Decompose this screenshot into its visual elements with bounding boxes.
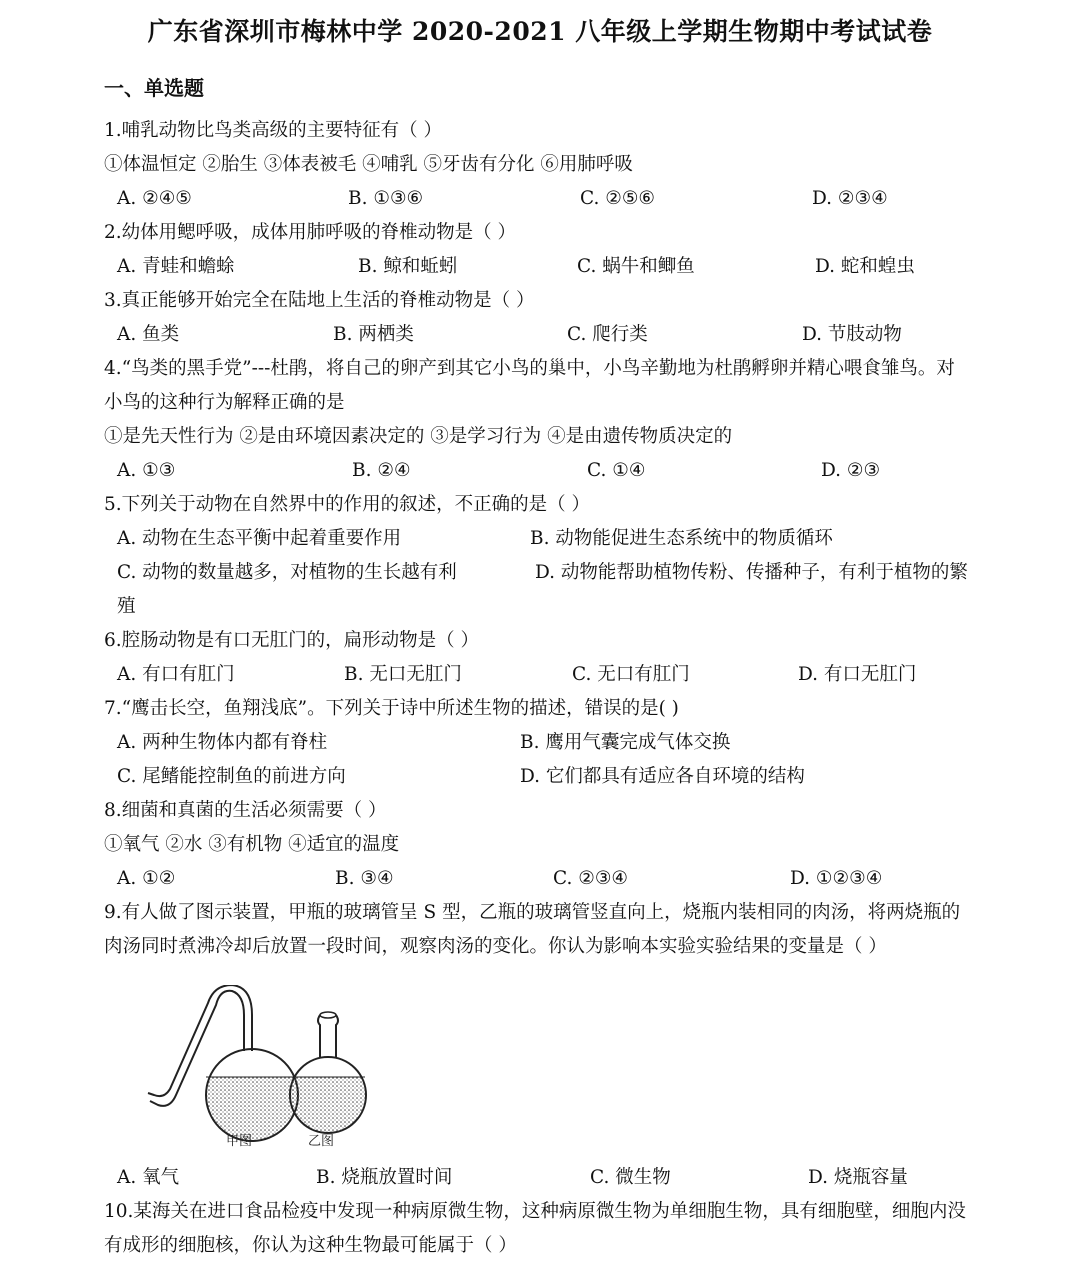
q5-option-c: C. 动物的数量越多，对植物的生长越有利 — [117, 562, 457, 583]
q3-option-a: A. 鱼类 — [117, 324, 180, 345]
q2-option-d: D. 蛇和蝗虫 — [815, 256, 915, 277]
flask-jia — [148, 985, 298, 1147]
q8-option-b: B. ③④ — [335, 868, 394, 889]
question-1-stem: 1.哺乳动物比鸟类高级的主要特征有（ ） — [104, 120, 443, 141]
question-10-stem-line2: 有成形的细胞核，你认为这种生物最可能属于（ ） — [104, 1235, 517, 1256]
q2-option-c: C. 蜗牛和鲫鱼 — [577, 256, 695, 277]
q8-option-c: C. ②③④ — [553, 868, 629, 889]
q8-option-a: A. ①② — [117, 868, 176, 889]
q4-option-d: D. ②③ — [821, 460, 881, 481]
figure-label-yi: 乙图 — [308, 1134, 335, 1149]
flask-diagram — [140, 985, 370, 1150]
q1-option-a: A. ②④⑤ — [117, 188, 192, 209]
q9-option-a: A. 氧气 — [117, 1167, 180, 1188]
q3-option-b: B. 两栖类 — [333, 324, 414, 345]
q4-option-c: C. ①④ — [587, 460, 646, 481]
q5-option-d: D. 动物能帮助植物传粉、传播种子，有利于植物的繁 — [535, 562, 968, 583]
flask-yi — [290, 1012, 366, 1137]
section-heading: 一、单选题 — [104, 76, 204, 100]
q7-option-a: A. 两种生物体内都有脊柱 — [117, 732, 328, 753]
question-3-stem: 3.真正能够开始完全在陆地上生活的脊椎动物是（ ） — [104, 290, 535, 311]
q9-option-c: C. 微生物 — [590, 1167, 671, 1188]
q6-option-d: D. 有口无肛门 — [798, 664, 917, 685]
question-4-stem-line2: 小鸟的这种行为解释正确的是 — [104, 392, 345, 413]
question-8-stem: 8.细菌和真菌的生活必须需要（ ） — [104, 800, 387, 821]
q5-option-b: B. 动物能促进生态系统中的物质循环 — [530, 528, 833, 549]
question-9-stem-line2: 肉汤同时煮沸冷却后放置一段时间，观察肉汤的变化。你认为影响本实验实验结果的变量是（ ） — [104, 936, 887, 957]
q7-option-c: C. 尾鳍能控制鱼的前进方向 — [117, 766, 346, 787]
q7-option-b: B. 鹰用气囊完成气体交换 — [520, 732, 731, 753]
q9-option-b: B. 烧瓶放置时间 — [316, 1167, 453, 1188]
question-5-stem: 5.下列关于动物在自然界中的作用的叙述，不正确的是（ ） — [104, 494, 591, 515]
question-8-items: ①氧气 ②水 ③有机物 ④适宜的温度 — [104, 834, 400, 855]
question-10-stem-line1: 10.某海关在进口食品检疫中发现一种病原微生物，这种病原微生物为单细胞生物，具有细胞壁，细胞内没 — [104, 1201, 966, 1222]
question-6-stem: 6.腔肠动物是有口无肛门的，扁形动物是（ ） — [104, 630, 480, 651]
q1-option-c: C. ②⑤⑥ — [580, 188, 656, 209]
q4-option-a: A. ①③ — [117, 460, 176, 481]
question-9-stem-line1: 9.有人做了图示装置，甲瓶的玻璃管呈 S 型，乙瓶的玻璃管竖直向上，烧瓶内装相同的肉汤，将两烧瓶的 — [104, 902, 961, 923]
q3-option-c: C. 爬行类 — [567, 324, 648, 345]
figure-label-jia: 甲图 — [226, 1134, 253, 1149]
flask-experiment-figure — [140, 985, 370, 1150]
question-2-stem: 2.幼体用鳃呼吸，成体用肺呼吸的脊椎动物是（ ） — [104, 222, 517, 243]
q9-option-d: D. 烧瓶容量 — [808, 1167, 908, 1188]
q1-option-b: B. ①③⑥ — [348, 188, 424, 209]
q8-option-d: D. ①②③④ — [790, 868, 883, 889]
q5-option-a: A. 动物在生态平衡中起着重要作用 — [117, 528, 402, 549]
q6-option-c: C. 无口有肛门 — [572, 664, 690, 685]
question-4-items: ①是先天性行为 ②是由环境因素决定的 ③是学习行为 ④是由遗传物质决定的 — [104, 426, 733, 447]
q6-option-a: A. 有口有肛门 — [117, 664, 235, 685]
q2-option-b: B. 鲸和蚯蚓 — [358, 256, 458, 277]
question-7-stem: 7.“鹰击长空，鱼翔浅底”。下列关于诗中所述生物的描述，错误的是( ) — [104, 698, 679, 719]
q6-option-b: B. 无口无肛门 — [344, 664, 462, 685]
question-4-stem-line1: 4.“鸟类的黑手党”---杜鹃，将自己的卵产到其它小鸟的巢中，小鸟辛勤地为杜鹃孵卵并精心喂食雏鸟。对 — [104, 358, 955, 379]
q2-option-a: A. 青蛙和蟾蜍 — [117, 256, 235, 277]
q1-option-d: D. ②③④ — [812, 188, 888, 209]
exam-title: 广东省深圳市梅林中学 2020-2021 八年级上学期生物期中考试试卷 — [147, 17, 933, 46]
q5-option-d-wrap: 殖 — [117, 596, 136, 617]
q7-option-d: D. 它们都具有适应各自环境的结构 — [520, 766, 805, 787]
q3-option-d: D. 节肢动物 — [802, 324, 902, 345]
question-1-items: ①体温恒定 ②胎生 ③体表被毛 ④哺乳 ⑤牙齿有分化 ⑥用肺呼吸 — [104, 154, 633, 175]
q4-option-b: B. ②④ — [352, 460, 411, 481]
